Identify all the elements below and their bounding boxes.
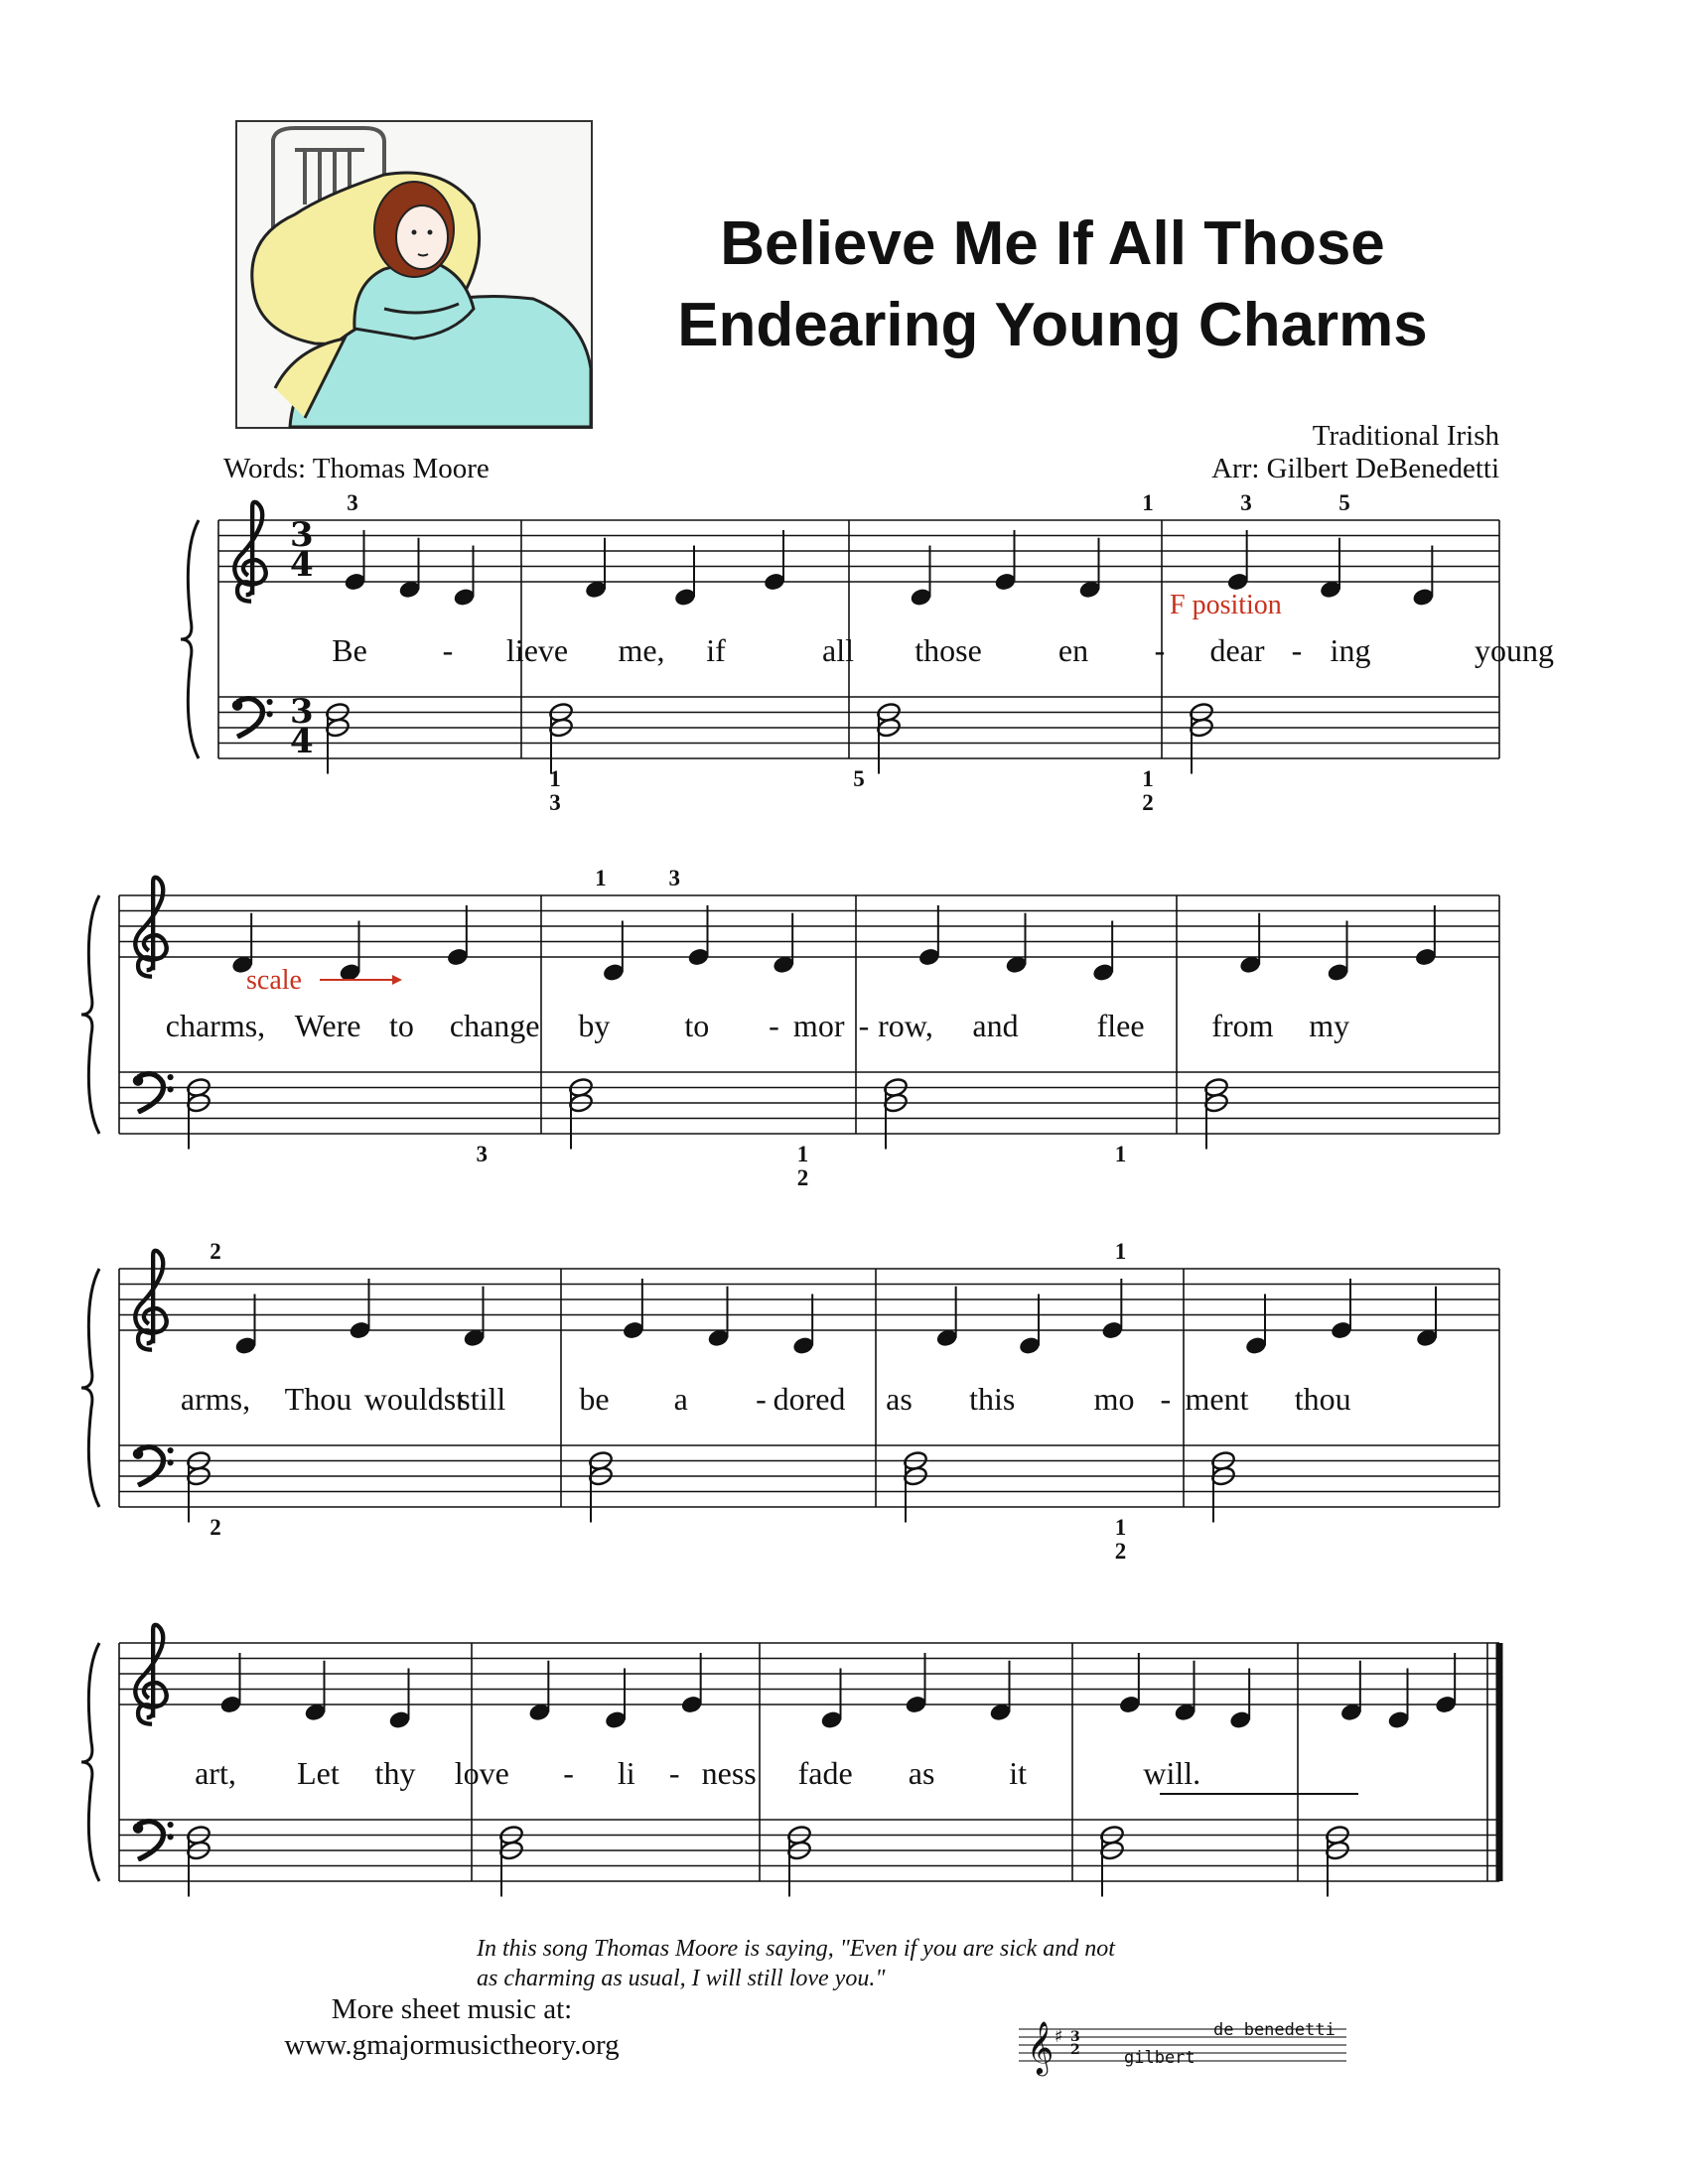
lyric-syllable: ing: [1330, 632, 1371, 668]
signature-first: gilbert: [1124, 2048, 1196, 2068]
lyric-syllable: ness: [701, 1755, 757, 1791]
scale-label: scale: [246, 965, 302, 996]
scale-arrow-head-icon: [392, 975, 402, 985]
svg-text:2: 2: [1070, 2042, 1080, 2058]
treble-staff: [119, 1643, 1499, 1705]
lyric-syllable: me,: [618, 632, 665, 668]
lyric-syllable: mo: [1093, 1381, 1135, 1417]
finger-number: 3: [347, 490, 358, 515]
lyric-syllable: charms,: [165, 1008, 266, 1043]
bass-staff: [218, 697, 1499, 758]
lyric-syllable: -: [1154, 632, 1166, 668]
lyric-syllable: as: [886, 1381, 913, 1417]
lyric-syllable: if: [706, 632, 726, 668]
treble-staff: [218, 520, 1499, 582]
lyric-syllable: Were: [294, 1008, 361, 1043]
lyric-syllable: all: [822, 632, 854, 668]
lyric-syllable: as: [908, 1755, 935, 1791]
brace: [181, 520, 199, 758]
title-line-1: Believe Me If All Those: [720, 209, 1385, 278]
finger-number: 1: [1114, 1515, 1127, 1540]
finger-number: 3: [549, 790, 561, 815]
lyric-syllable: by: [578, 1008, 611, 1043]
lyric-syllable: art,: [195, 1755, 236, 1791]
lyric-syllable: ment: [1185, 1381, 1249, 1417]
lyric-syllable: Thou: [284, 1381, 352, 1417]
finger-number: 1: [595, 866, 607, 890]
finger-number: 1: [1114, 1239, 1127, 1264]
lyric-syllable: wouldst: [363, 1381, 466, 1417]
lyric-syllable: love: [454, 1755, 509, 1791]
system-3: [81, 1239, 1499, 1564]
system-4: [81, 1625, 1499, 1897]
lyric-syllable: to: [684, 1008, 710, 1043]
system-2: [81, 866, 1499, 1190]
footer-note: In this song Thomas Moore is saying, "Even if you are sick and not as charming as usual, I will still love you.": [477, 1936, 1115, 1991]
lyric-syllable: it: [1009, 1755, 1028, 1791]
treble-staff: [119, 895, 1499, 957]
finger-number: 1: [549, 766, 561, 791]
bass-staff: [119, 1445, 1499, 1507]
lyric-syllable: -: [756, 1381, 767, 1417]
finger-number: 3: [476, 1142, 489, 1166]
lyric-syllable: change: [449, 1008, 540, 1043]
lyric-syllable: this: [969, 1381, 1016, 1417]
finger-number: 1: [1142, 766, 1154, 791]
signature-second: de benedetti: [1213, 2020, 1336, 2040]
lyric-syllable: thy: [374, 1755, 416, 1791]
lyric-syllable: -: [668, 1755, 680, 1791]
lyric-syllable: flee: [1096, 1008, 1145, 1043]
finger-number: 2: [1142, 790, 1154, 815]
bass-clef-icon: [133, 1822, 174, 1860]
bass-clef-icon: [232, 699, 273, 738]
brace: [81, 1269, 99, 1507]
svg-text:𝄞: 𝄞: [1027, 2020, 1055, 2074]
lyric-syllable: young: [1475, 632, 1554, 668]
origin-credit: Traditional Irish: [1312, 420, 1499, 452]
lyric-syllable: arms,: [180, 1381, 251, 1417]
time-signature: 4: [290, 545, 314, 585]
system-1: [181, 490, 1554, 815]
finger-number: 5: [853, 766, 865, 791]
time-signature: 3: [290, 515, 314, 555]
lyric-syllable: li: [617, 1755, 635, 1791]
time-signature: 4: [290, 722, 314, 761]
lyric-syllable: lieve: [505, 632, 569, 668]
finger-number: 2: [796, 1165, 809, 1190]
brace: [81, 895, 99, 1134]
lyric-syllable: row,: [878, 1008, 933, 1043]
lyric-syllable: dear: [1209, 632, 1265, 668]
finger-number: 1: [1114, 1142, 1127, 1166]
lyric-syllable: to: [389, 1008, 414, 1043]
bass-clef-icon: [133, 1447, 174, 1486]
svg-text:3: 3: [1070, 2029, 1080, 2045]
svg-text:♯: ♯: [1055, 2026, 1063, 2047]
f-position-label: F position: [1170, 590, 1282, 620]
brace: [81, 1643, 99, 1881]
lyric-syllable: -: [1160, 1381, 1172, 1417]
finger-number: 1: [1142, 490, 1154, 515]
lyricist-credit: Words: Thomas Moore: [223, 453, 490, 484]
systems-layer: [81, 490, 1554, 1897]
finger-number: 2: [210, 1239, 221, 1264]
lyric-syllable: -: [858, 1008, 870, 1043]
lyric-syllable: en: [1057, 632, 1089, 668]
lyric-syllable: -: [769, 1008, 779, 1043]
lyric-syllable: my: [1309, 1008, 1350, 1043]
lyric-syllable: Be: [332, 632, 367, 668]
lyric-syllable: dored: [773, 1381, 846, 1417]
bass-staff: [119, 1072, 1499, 1134]
lyric-syllable: -: [442, 632, 454, 668]
lyric-syllable: Let: [297, 1755, 340, 1791]
signature-logo: [1019, 2009, 1356, 2085]
finger-number: 5: [1338, 490, 1350, 515]
finger-number: 3: [1240, 490, 1252, 515]
arranger-credit: Arr: Gilbert DeBenedetti: [1211, 453, 1499, 484]
finger-number: 3: [668, 866, 680, 890]
more-label: More sheet music at:: [331, 1993, 573, 2025]
finger-number: 2: [210, 1515, 221, 1540]
lyric-syllable: -: [563, 1755, 574, 1791]
lyric-syllable: -: [1291, 632, 1303, 668]
lyric-syllable: those: [914, 632, 982, 668]
treble-staff: [119, 1269, 1499, 1330]
bass-clef-icon: [133, 1074, 174, 1113]
finger-number: 1: [796, 1142, 809, 1166]
lyric-syllable: from: [1211, 1008, 1274, 1043]
title-line-2: Endearing Young Charms: [677, 291, 1428, 359]
lyric-syllable: mor: [792, 1008, 845, 1043]
lyric-syllable: thou: [1294, 1381, 1351, 1417]
finger-number: 2: [1114, 1539, 1127, 1564]
lyric-syllable: and: [972, 1008, 1019, 1043]
lyric-syllable: still: [458, 1381, 506, 1417]
lyric-syllable: be: [579, 1381, 610, 1417]
lyric-syllable: a: [673, 1381, 688, 1417]
more-sheet-music: [253, 1991, 650, 2063]
lyric-syllable: fade: [797, 1755, 853, 1791]
lyric-syllable: will.: [1143, 1755, 1201, 1791]
time-signature: 3: [290, 692, 314, 732]
website-link[interactable]: www.gmajormusictheory.org: [284, 2029, 620, 2061]
